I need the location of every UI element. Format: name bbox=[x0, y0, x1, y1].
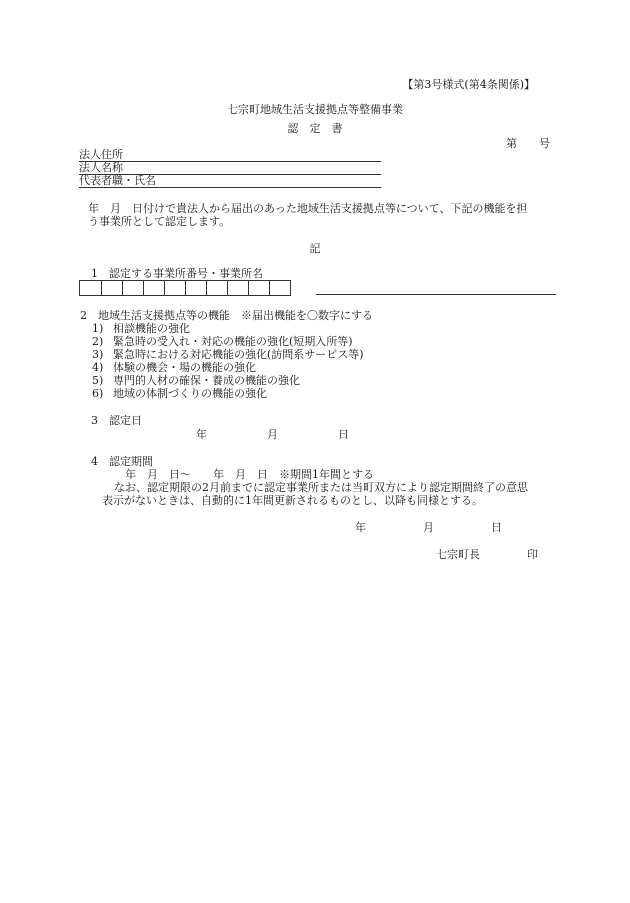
document-title: 認 定 書 bbox=[287, 122, 343, 135]
issue-date-month: 月 bbox=[423, 521, 434, 534]
function-item-num: 4) bbox=[92, 361, 104, 374]
cert-date-month: 月 bbox=[267, 428, 278, 441]
cert-period: 年 月 日〜 年 月 日 ※期間1年間とする bbox=[125, 468, 374, 481]
field-label-representative: 代表者職・氏名 bbox=[79, 174, 156, 187]
renewal-note-line2: 表示がないときは、自動的に1年間更新されるものとし、以降も同様とする。 bbox=[102, 494, 483, 507]
signer-title: 七宗町長 bbox=[436, 548, 480, 561]
seal-mark: 印 bbox=[527, 548, 538, 561]
intro-text-line2: う事業所として認定します。 bbox=[88, 215, 231, 228]
function-item-text: 相談機能の強化 bbox=[113, 322, 190, 335]
program-title: 七宗町地域生活支援拠点等整備事業 bbox=[227, 103, 403, 116]
intro-text-line1: 年 月 日付けで貴法人から届出のあった地域生活支援拠点等について、下記の機能を担 bbox=[88, 202, 528, 215]
form-number: 【第3号様式(第4条関係)】 bbox=[402, 78, 535, 91]
office-number-cell bbox=[185, 281, 206, 295]
function-item-num: 2) bbox=[92, 335, 104, 348]
field-line-corporate-address bbox=[79, 161, 381, 162]
cert-date-year: 年 bbox=[196, 428, 207, 441]
section2-heading: 2 地域生活支援拠点等の機能 ※届出機能を〇数字にする bbox=[80, 309, 373, 322]
function-item-num: 1) bbox=[92, 322, 104, 335]
function-item-text: 緊急時における対応機能の強化(訪問系サービス等) bbox=[113, 348, 364, 361]
function-item-text: 地域の体制づくりの機能の強化 bbox=[113, 387, 267, 400]
function-item-text: 体験の機会・場の機能の強化 bbox=[113, 361, 256, 374]
office-number-grid bbox=[79, 280, 291, 296]
office-number-cell bbox=[122, 281, 143, 295]
office-number-cell bbox=[269, 281, 290, 295]
cert-date-day: 日 bbox=[338, 428, 349, 441]
issue-date-year: 年 bbox=[355, 521, 366, 534]
office-number-cell bbox=[80, 281, 101, 295]
function-item-num: 5) bbox=[92, 374, 104, 387]
ki-marker: 記 bbox=[309, 242, 321, 255]
section3-heading: 3 認定日 bbox=[91, 414, 142, 427]
function-item-num: 3) bbox=[92, 348, 104, 361]
renewal-note-line1: なお、認定期限の2月前までに認定事業所または当町双方により認定期間終了の意思 bbox=[114, 481, 528, 494]
field-line-representative bbox=[79, 187, 381, 188]
office-name-line bbox=[316, 294, 556, 295]
field-label-corporate-name: 法人名称 bbox=[79, 161, 123, 174]
office-number-cell bbox=[101, 281, 122, 295]
office-number-cell bbox=[143, 281, 164, 295]
section4-heading: 4 認定期間 bbox=[91, 455, 153, 468]
issue-date-day: 日 bbox=[491, 521, 502, 534]
certificate-number-label: 第 号 bbox=[506, 137, 550, 150]
function-item-text: 緊急時の受入れ・対応の機能の強化(短期入所等) bbox=[113, 335, 353, 348]
section1-heading: 1 認定する事業所番号・事業所名 bbox=[91, 267, 263, 280]
function-item-text: 専門的人材の確保・養成の機能の強化 bbox=[113, 374, 300, 387]
office-number-cell bbox=[164, 281, 185, 295]
office-number-cell bbox=[206, 281, 227, 295]
office-number-cell bbox=[227, 281, 248, 295]
office-number-cell bbox=[248, 281, 269, 295]
function-item-num: 6) bbox=[92, 387, 104, 400]
field-label-corporate-address: 法人住所 bbox=[79, 148, 123, 161]
